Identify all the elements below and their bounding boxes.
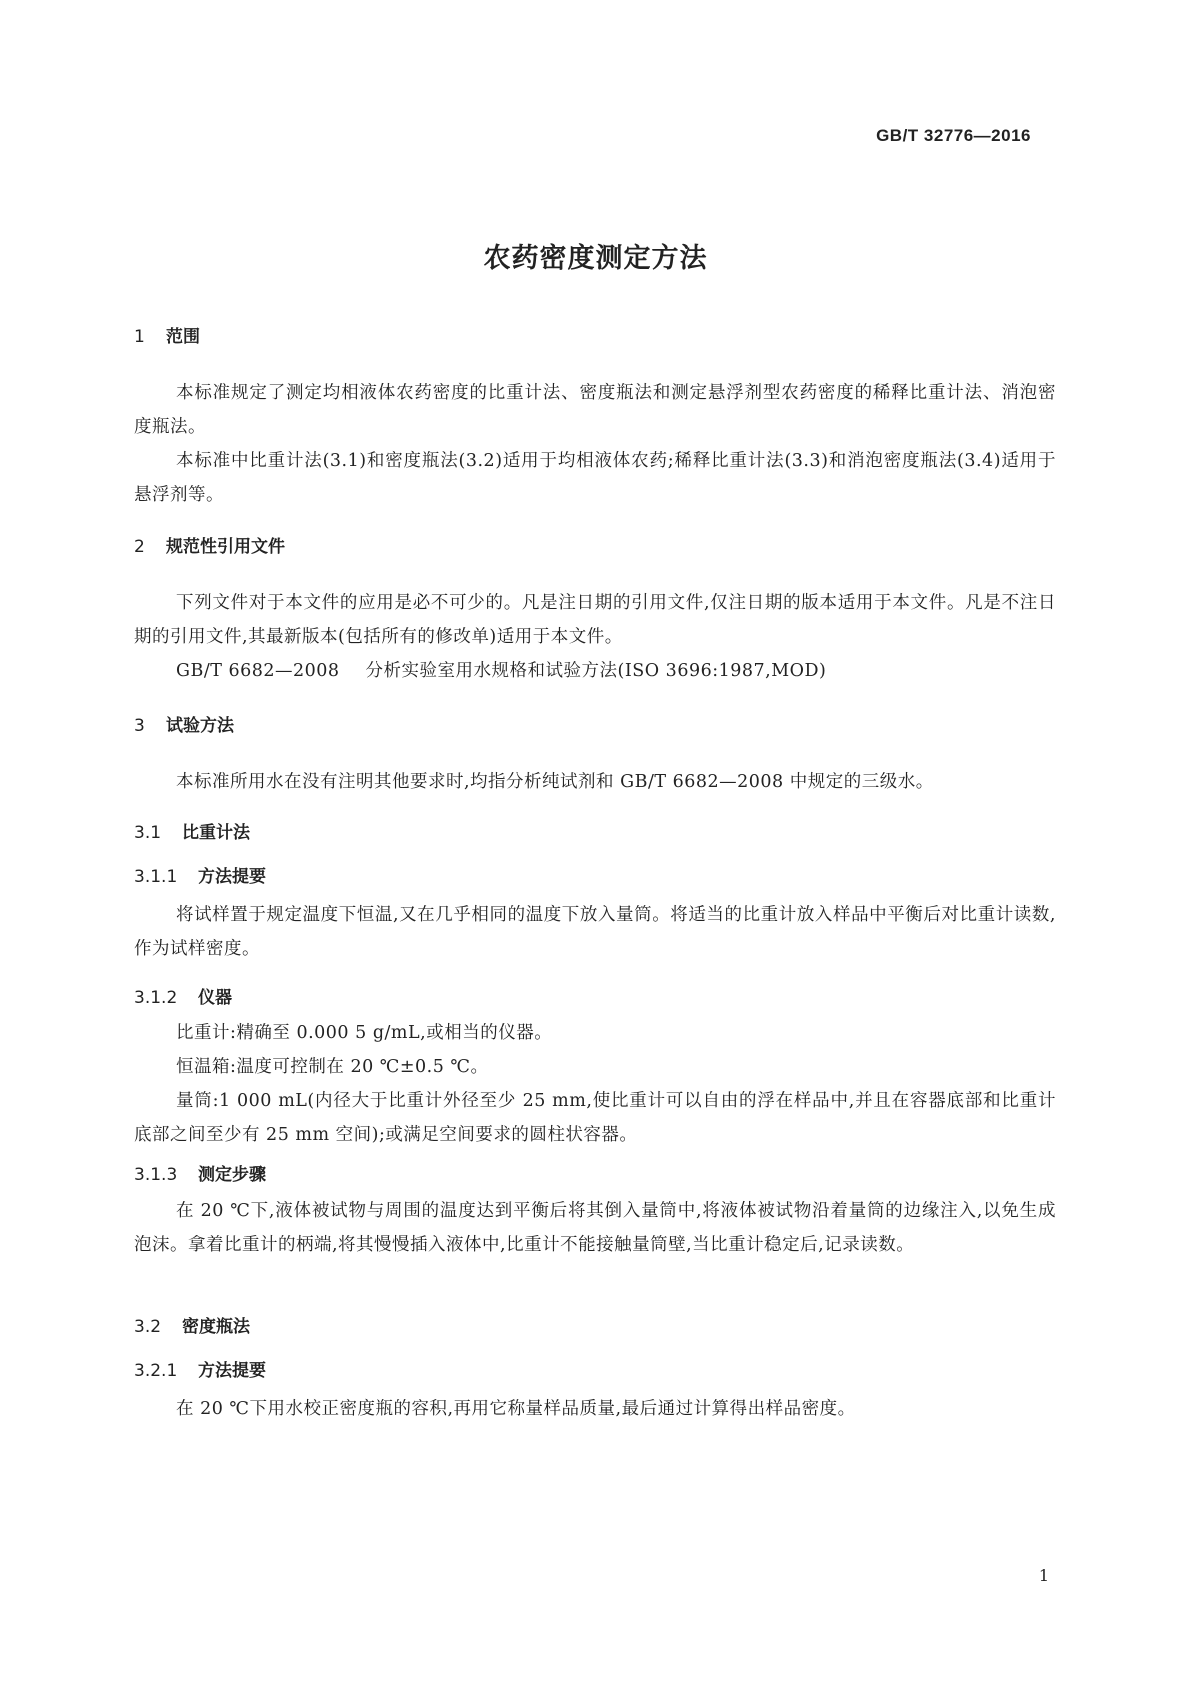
- section-3-2-heading: [134, 1312, 250, 1337]
- section-2-heading: [134, 532, 285, 557]
- section-3-1-2-paragraph-1: 比重计:精确至 0.000 5 g/mL,或相当的仪器。: [176, 1023, 553, 1043]
- section-1-paragraph-1: 本标准规定了测定均相液体农药密度的比重计法、密度瓶法和测定悬浮剂型农药密度的稀释比重计法、消泡密度瓶法。: [134, 383, 1056, 437]
- normative-reference: [176, 654, 826, 688]
- section-1-heading: [134, 322, 200, 347]
- section-1-paragraph-2: 本标准中比重计法(3.1)和密度瓶法(3.2)适用于均相液体农药;稀释比重计法(3.3)和消泡密度瓶法(3.4)适用于悬浮剂等。: [134, 451, 1056, 505]
- section-3-1-1-heading: [134, 862, 266, 887]
- section-2-paragraph-1: 下列文件对于本文件的应用是必不可少的。凡是注日期的引用文件,仅注日期的版本适用于本文件。凡是不注日期的引用文件,其最新版本(包括所有的修改单)适用于本文件。: [134, 593, 1056, 647]
- section-3-heading: [134, 711, 234, 736]
- section-3-1-1-paragraph-1: 将试样置于规定温度下恒温,又在几乎相同的温度下放入量筒。将适当的比重计放入样品中平衡后对比重计读数,作为试样密度。: [134, 905, 1056, 959]
- document-title: 农药密度测定方法: [483, 243, 708, 274]
- section-title: 规范性引用文件: [166, 537, 285, 557]
- section-title: 测定步骤: [198, 1165, 266, 1185]
- section-number: 3.2: [134, 1317, 162, 1337]
- section-title: 试验方法: [166, 716, 234, 736]
- section-number: 3.1.3: [134, 1165, 178, 1185]
- section-3-1-3-heading: [134, 1160, 266, 1185]
- section-3-paragraph-1: 本标准所用水在没有注明其他要求时,均指分析纯试剂和 GB/T 6682—2008 中规定的三级水。: [176, 772, 934, 792]
- section-number: 3.2.1: [134, 1361, 178, 1381]
- section-number: 2: [134, 537, 145, 557]
- section-3-1-2-paragraph-2: 恒温箱:温度可控制在 20 ℃±0.5 ℃。: [176, 1057, 489, 1077]
- standard-code: GB/T 32776—2016: [876, 126, 1031, 145]
- section-3-1-2-heading: [134, 983, 232, 1008]
- section-3-2-1-heading: [134, 1356, 266, 1381]
- section-number: 3: [134, 716, 145, 736]
- section-title: 方法提要: [198, 1361, 266, 1381]
- section-3-1-3-paragraph-1: 在 20 ℃下,液体被试物与周围的温度达到平衡后将其倒入量筒中,将液体被试物沿着量筒的边缘注入,以免生成泡沫。拿着比重计的柄端,将其慢慢插入液体中,比重计不能接触量筒壁,当比重计稳定后,记录读数。: [134, 1201, 1056, 1255]
- section-3-1-2-paragraph-3: 量筒:1 000 mL(内径大于比重计外径至少 25 mm,使比重计可以自由的浮在样品中,并且在容器底部和比重计底部之间至少有 25 mm 空间);或满足空间要求的圆柱状容器。: [134, 1091, 1056, 1145]
- section-title: 范围: [166, 327, 200, 347]
- section-3-2-1-paragraph-1: 在 20 ℃下用水校正密度瓶的容积,再用它称量样品质量,最后通过计算得出样品密度。: [176, 1399, 856, 1419]
- section-title: 方法提要: [198, 867, 266, 887]
- section-number: 3.1.2: [134, 988, 178, 1008]
- page-number: 1: [1038, 1566, 1049, 1585]
- section-title: 密度瓶法: [182, 1317, 250, 1337]
- section-title: 比重计法: [182, 823, 250, 843]
- reference-title: 分析实验室用水规格和试验方法(ISO 3696:1987,MOD): [365, 661, 827, 681]
- section-3-1-heading: [134, 818, 250, 843]
- section-number: 3.1: [134, 823, 162, 843]
- section-number: 3.1.1: [134, 867, 178, 887]
- reference-code: GB/T 6682—2008: [176, 661, 340, 681]
- section-title: 仪器: [198, 988, 232, 1008]
- section-number: 1: [134, 327, 145, 347]
